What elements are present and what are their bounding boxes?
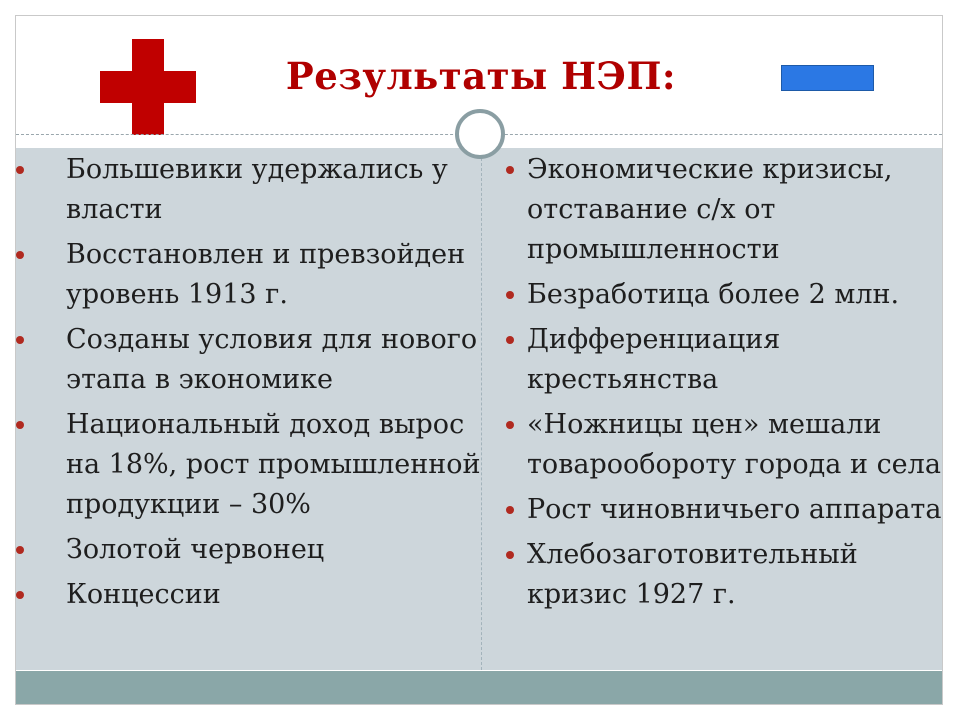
minus-icon xyxy=(781,65,874,91)
plus-icon xyxy=(100,39,196,135)
list-item: Экономические кризисы, отставание с/х от промышленности xyxy=(482,150,942,270)
slide xyxy=(15,15,943,705)
list-item: Дифференциация крестьянства xyxy=(482,320,942,400)
bullet-icon xyxy=(16,251,24,259)
list-item: Хлебозаготовительный кризис 1927 г. xyxy=(482,535,942,615)
list-item: Концессии xyxy=(16,575,484,615)
list-item: Рост чиновничьего аппарата xyxy=(482,490,942,530)
list-item: Восстановлен и превзойден уровень 1913 г. xyxy=(16,235,484,315)
bullet-icon xyxy=(506,551,514,559)
bullet-icon xyxy=(506,506,514,514)
list-item: Золотой червонец xyxy=(16,530,484,570)
positive-results-list xyxy=(16,150,484,620)
bullet-icon xyxy=(16,336,24,344)
bullet-icon xyxy=(16,591,24,599)
bullet-icon xyxy=(506,166,514,174)
bullet-icon xyxy=(506,421,514,429)
list-item: Безработица более 2 млн. xyxy=(482,275,942,315)
negative-results-list xyxy=(482,150,942,620)
list-item: Национальный доход вырос на 18%, рост промышленной продукции – 30% xyxy=(16,405,484,525)
bullet-icon xyxy=(16,421,24,429)
bullet-icon xyxy=(16,546,24,554)
list-item: Созданы условия для нового этапа в экономике xyxy=(16,320,484,400)
bullet-icon xyxy=(506,336,514,344)
footer-bar xyxy=(16,671,942,704)
bullet-icon xyxy=(506,291,514,299)
page-title: Результаты НЭП: xyxy=(285,54,677,98)
bullet-icon xyxy=(16,166,24,174)
list-item: Большевики удержались у власти xyxy=(16,150,484,230)
list-item: «Ножницы цен» мешали товарообороту города и села xyxy=(482,405,942,485)
